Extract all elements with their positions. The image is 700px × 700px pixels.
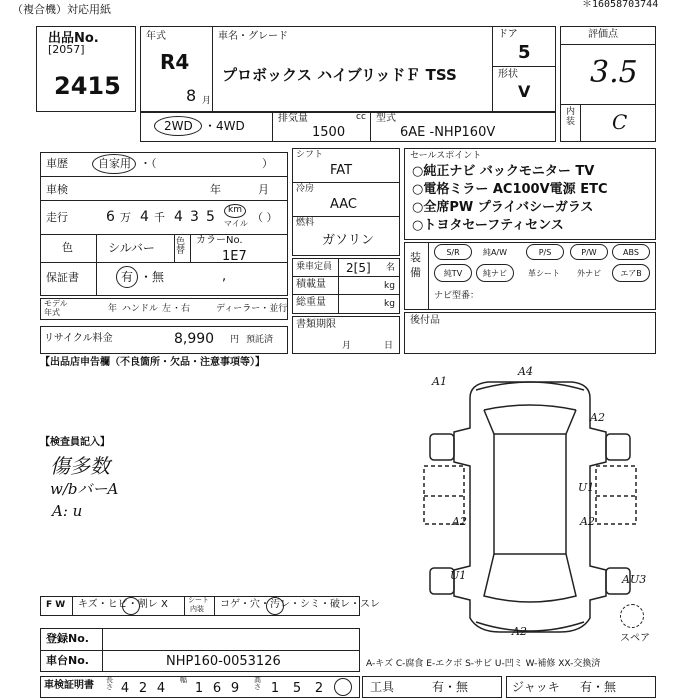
displacement-label: 排気量 <box>278 113 308 124</box>
damage-mark: A2 <box>580 515 595 528</box>
sales-label: セールスポイント <box>410 151 482 161</box>
damage-mark: A2 <box>452 515 467 528</box>
dimensions-label: 車検証明書 <box>44 680 94 691</box>
width-digit: 1 <box>194 681 204 696</box>
mileage-digit: 5 <box>206 209 215 225</box>
equip-ps: P/S <box>526 244 564 260</box>
interior-value: C <box>612 110 628 134</box>
damage-legend: A-キズ C-腐食 E-エクボ S-サビ U-凹ミ W-補修 XX-交換済 <box>366 659 601 669</box>
spare-label: スペア <box>620 633 650 644</box>
cc-unit: cc <box>356 112 366 122</box>
shape-value: V <box>518 82 531 101</box>
mileage-man: 6 <box>106 209 115 225</box>
length-digit: 4 <box>120 681 130 696</box>
model-year-unit: 年 <box>108 304 118 314</box>
sales-point: ○電格ミラー AC100V電源 ETC <box>412 182 608 197</box>
dealer-label: ディーラー・並行 <box>216 304 288 314</box>
inspector-line: w/bバーA <box>50 480 119 498</box>
registration-label: 登録No. <box>46 632 89 645</box>
handle-right: ・右 <box>172 304 191 314</box>
car-diagram <box>410 370 650 640</box>
inspection-month-unit: 月 <box>258 183 269 196</box>
capacity-value: 2[5] <box>346 261 371 275</box>
color-change-label: 色替 <box>176 237 186 257</box>
mileage-sen-unit: 千 <box>154 211 165 224</box>
equip-ext-navi: 外ナビ <box>577 268 601 278</box>
doc-label: 書類期限 <box>296 319 336 330</box>
combo-label: （複合機）対応用紙 <box>12 3 111 16</box>
doc-day-unit: 日 <box>384 341 394 351</box>
color-label: 色 <box>62 241 73 254</box>
load-unit: kg <box>384 281 395 291</box>
length-label: 長さ <box>106 676 113 691</box>
inspector-notes-title: 【検査員記入】 <box>40 437 110 448</box>
sheet-label: シート <box>188 596 209 604</box>
length-digit: 4 <box>156 681 166 696</box>
doors-value: 5 <box>518 42 531 63</box>
jack-label: ジャッキ <box>512 680 560 694</box>
equip-sr: S/R <box>434 244 472 260</box>
recycle-unit: 円 <box>230 335 240 345</box>
entry-title: 出品No. <box>48 31 99 46</box>
fw-damage: キズ・ヒビ・割レ X <box>78 599 168 610</box>
warranty-yes: 有 <box>121 270 134 284</box>
height-label: 高さ <box>254 676 261 691</box>
car-name: プロボックス ハイブリッドＦ TSS <box>222 66 457 84</box>
damage-mark: U1 <box>578 481 595 494</box>
warranty-label: 保証書 <box>46 271 79 284</box>
doc-month-unit: 月 <box>342 341 352 351</box>
mileage-man-unit: 万 <box>120 211 131 224</box>
model-label: 型式 <box>376 113 396 124</box>
fuel-label: 燃料 <box>296 218 315 228</box>
damage-mark: U1 <box>450 569 467 582</box>
year-label: 年式 <box>146 31 166 42</box>
equip-abs: ABS <box>612 244 650 260</box>
inspector-line: A: u <box>52 502 83 520</box>
recycle-amount: 8,990 <box>174 331 215 347</box>
equip-airbag: エアB <box>612 264 650 282</box>
width-label: 幅 <box>180 676 187 684</box>
fw-label: F W <box>46 600 66 610</box>
color-value: シルバー <box>108 241 155 255</box>
month-suffix: 月 <box>202 96 212 106</box>
aftermarket-box <box>404 312 656 354</box>
score-value: 3.5 <box>590 55 638 90</box>
warranty-no: ・無 <box>140 270 165 284</box>
sales-point: ○全席PW プライバシーガラス <box>412 200 594 215</box>
inspection-label: 車検 <box>46 183 68 196</box>
year-value: R4 <box>160 50 190 74</box>
weight-label: 総重量 <box>296 297 326 308</box>
mileage-sen: 4 <box>140 209 149 225</box>
inspector-line: 傷多数 <box>50 454 110 478</box>
ac-label: 冷房 <box>296 184 315 194</box>
history-value: 自家用 <box>98 157 131 170</box>
model-year-label: モデル年式 <box>44 299 68 317</box>
top-number: ＊16058703744 <box>582 0 659 10</box>
navi-model-label: ナビ型番： <box>434 291 480 301</box>
tick-mark: , <box>222 269 227 284</box>
height-digit: 1 <box>270 681 280 696</box>
equip-tv: 純TV <box>434 264 472 282</box>
damage-mark: A2 <box>512 625 527 638</box>
height-digit: 5 <box>292 681 302 696</box>
length-digit: 2 <box>138 681 148 696</box>
equip-leather: 革シート <box>528 268 560 278</box>
capacity-unit: 名 <box>386 263 396 273</box>
model-value: 6AE -NHP160V <box>400 125 496 140</box>
damage-mark: AU3 <box>622 573 647 586</box>
weight-unit: kg <box>384 299 395 309</box>
score-label: 評価点 <box>588 29 618 40</box>
history-label: 車歴 <box>46 157 68 170</box>
month-value: 8 <box>186 86 197 105</box>
mileage-digit: 4 <box>174 209 183 225</box>
tools-value: 有・無 <box>432 680 469 694</box>
drive-4wd: ・4WD <box>204 119 245 133</box>
entry-number: 2415 <box>54 72 121 100</box>
width-digit: 9 <box>230 681 240 696</box>
mileage-label: 走行 <box>46 211 68 224</box>
capacity-label: 乗車定員 <box>296 262 333 272</box>
mileage-paren: （ ） <box>252 211 278 224</box>
handle-left: 左 <box>162 304 172 314</box>
load-label: 積載量 <box>296 279 326 290</box>
chassis-label: 車台No. <box>46 654 89 667</box>
fuel-value: ガソリン <box>322 233 375 248</box>
damage-mark: A2 <box>590 411 605 424</box>
spare-tire-icon <box>620 604 644 628</box>
aftermarket-label: 後付品 <box>410 315 440 326</box>
width-digit: 6 <box>212 681 222 696</box>
interior-damage: コゲ・穴・汚レ・シミ・破レ・スレ <box>220 599 380 610</box>
equip-alloy: 純A/W <box>482 247 508 257</box>
recycle-note: 預託済 <box>246 335 274 345</box>
sales-point: ○純正ナビ バックモニター TV <box>412 164 595 179</box>
chassis-number: NHP160-0053126 <box>166 654 281 669</box>
seller-notes-title: 【出品店申告欄（不良箇所・欠品・注意事項等）】 <box>40 357 265 368</box>
drive-2wd: 2WD <box>164 119 193 133</box>
shape-label: 形状 <box>498 69 518 80</box>
mileage-km: km <box>228 205 242 215</box>
entry-code: [2057] <box>48 43 85 56</box>
jack-value: 有・無 <box>580 680 617 694</box>
damage-mark: A4 <box>518 365 533 378</box>
color-code: 1E7 <box>222 249 247 264</box>
height-digit: 2 <box>314 681 324 696</box>
ac-value: AAC <box>330 197 357 212</box>
shift-value: FAT <box>330 163 353 178</box>
equip-navi: 純ナビ <box>476 264 514 282</box>
displacement-value: 1500 <box>312 125 346 140</box>
doors-label: ドア <box>498 29 518 40</box>
sheet-sub: 内装 <box>190 605 204 613</box>
mileage-digit: 3 <box>190 209 199 225</box>
history-close: ） <box>262 157 273 170</box>
interior-label: 内装 <box>566 107 576 127</box>
name-label: 車名・グレード <box>218 31 288 42</box>
color-code-label: カラーNo. <box>196 235 243 246</box>
handle-label: ハンドル <box>122 304 159 314</box>
history-rest: ・（ <box>140 157 157 170</box>
equip-pw: P/W <box>570 244 608 260</box>
shift-label: シフト <box>296 150 324 160</box>
inspection-year-unit: 年 <box>210 183 221 196</box>
equipment-label: 装備 <box>410 251 421 280</box>
damage-mark: A1 <box>432 375 447 388</box>
recycle-label: リサイクル料金 <box>44 333 113 344</box>
sales-point: ○トヨタセーフティセンス <box>412 218 564 233</box>
mileage-mile: マイル <box>224 219 248 228</box>
tools-label: 工具 <box>370 680 395 694</box>
